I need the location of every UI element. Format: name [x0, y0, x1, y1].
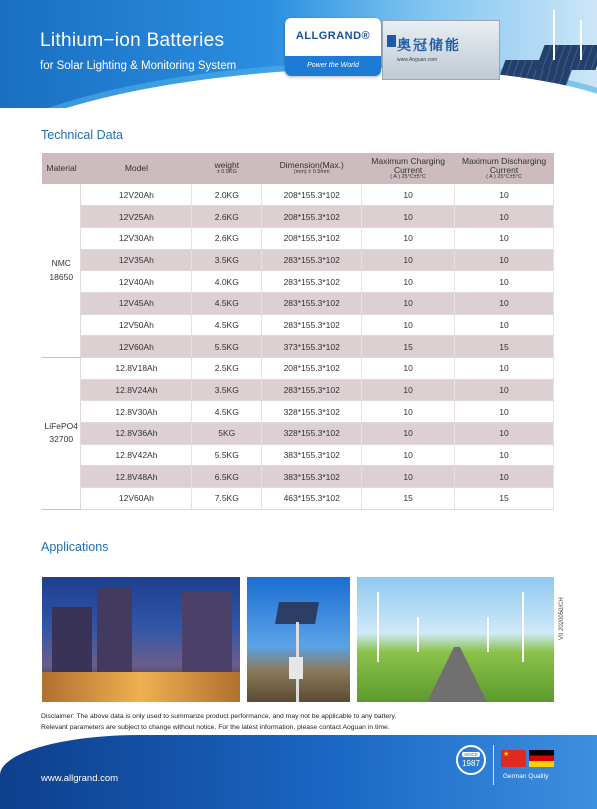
cell-charge: 10	[362, 184, 455, 206]
disclaimer-line-2: Relevant parameters are subject to change without notice. For the latest information, please contact Aoguan in time.	[41, 724, 390, 731]
cell-weight: 2.6KG	[192, 206, 262, 228]
cell-dim: 283*155.3*102	[262, 271, 362, 293]
cell-weight: 3.5KG	[192, 249, 262, 271]
cell-discharge: 10	[455, 206, 554, 228]
germany-flag-icon	[529, 750, 554, 767]
cell-weight: 4.5KG	[192, 292, 262, 314]
table-row	[42, 227, 554, 249]
applications-heading: Applications	[41, 540, 109, 554]
table-row	[42, 271, 554, 293]
cell-charge: 10	[362, 271, 455, 293]
table-header-row	[42, 153, 554, 184]
footer-divider	[493, 745, 494, 785]
solar-panel-image	[535, 45, 597, 70]
cell-weight: 2.0KG	[192, 184, 262, 206]
page-subtitle: for Solar Lighting & Monitoring System	[40, 60, 237, 72]
table-row	[42, 401, 554, 423]
cell-model: 12.8V48Ah	[81, 466, 192, 488]
cell-model: 12.8V24Ah	[81, 379, 192, 401]
cell-model: 12V60Ah	[81, 488, 192, 510]
cell-discharge: 10	[455, 292, 554, 314]
wind-turbine-image	[580, 20, 582, 60]
cell-charge: 10	[362, 423, 455, 445]
cell-model: 12.8V30Ah	[81, 401, 192, 423]
solar-road-lights-photo	[357, 577, 554, 702]
cell-model: 12V50Ah	[81, 314, 192, 336]
cell-dim: 328*155.3*102	[262, 423, 362, 445]
storage-container-image	[382, 20, 500, 80]
table-row	[42, 314, 554, 336]
cell-weight: 4.5KG	[192, 401, 262, 423]
solar-monitoring-pole-photo	[247, 577, 350, 702]
cell-discharge: 15	[455, 336, 554, 358]
cell-discharge: 10	[455, 466, 554, 488]
material-cell	[42, 358, 81, 510]
table-row	[42, 358, 554, 380]
cell-discharge: 10	[455, 249, 554, 271]
cell-model: 12V25Ah	[81, 206, 192, 228]
allgrand-logo	[285, 18, 381, 76]
cell-weight: 6.5KG	[192, 466, 262, 488]
cell-charge: 10	[362, 379, 455, 401]
cell-discharge: 10	[455, 401, 554, 423]
table-row	[42, 184, 554, 206]
cell-dim: 283*155.3*102	[262, 379, 362, 401]
table-row	[42, 249, 554, 271]
cell-dim: 283*155.3*102	[262, 314, 362, 336]
website-link[interactable]: www.allgrand.com	[41, 773, 119, 784]
cell-dim: 463*155.3*102	[262, 488, 362, 510]
col-material: Material	[42, 153, 81, 184]
table-row	[42, 423, 554, 445]
cell-discharge: 10	[455, 444, 554, 466]
cell-model: 12V20Ah	[81, 184, 192, 206]
col-discharging-current: Maximum Discharging Current ( A ) 25°C±5°C	[455, 153, 554, 184]
cell-dim: 383*155.3*102	[262, 466, 362, 488]
material-name: LiFePO4	[44, 420, 79, 431]
cell-charge: 10	[362, 292, 455, 314]
material-cell-type: 32700	[49, 434, 74, 445]
cell-dim: 208*155.3*102	[262, 227, 362, 249]
cell-discharge: 10	[455, 314, 554, 336]
material-cell-type: 18650	[49, 271, 74, 282]
aoguan-logo-icon	[387, 35, 396, 47]
cell-model: 12V30Ah	[81, 227, 192, 249]
logo-text: ALLGRAND®	[295, 30, 371, 42]
cell-model: 12.8V42Ah	[81, 444, 192, 466]
page-title: Lithium−ion Batteries	[40, 30, 225, 51]
col-weight: weight ± 0.5KG	[192, 153, 262, 184]
cell-discharge: 10	[455, 184, 554, 206]
cell-charge: 10	[362, 401, 455, 423]
container-url: www.Aoguan.com	[397, 57, 438, 63]
table-row	[42, 379, 554, 401]
cell-model: 12.8V18Ah	[81, 358, 192, 380]
col-model: Model	[81, 153, 192, 184]
cell-discharge: 10	[455, 271, 554, 293]
cell-weight: 5KG	[192, 423, 262, 445]
cell-discharge: 10	[455, 358, 554, 380]
cell-dim: 283*155.3*102	[262, 292, 362, 314]
table-row	[42, 444, 554, 466]
german-quality-label: German Quality	[503, 773, 549, 780]
cell-dim: 208*155.3*102	[262, 184, 362, 206]
china-flag-icon: ★	[501, 750, 526, 767]
cell-charge: 10	[362, 358, 455, 380]
cell-dim: 328*155.3*102	[262, 401, 362, 423]
cell-weight: 7.5KG	[192, 488, 262, 510]
table-row	[42, 336, 554, 358]
cell-dim: 283*155.3*102	[262, 249, 362, 271]
table-row	[42, 206, 554, 228]
page-footer	[0, 735, 597, 809]
material-name: NMC	[51, 257, 71, 268]
cell-discharge: 15	[455, 488, 554, 510]
cell-charge: 10	[362, 314, 455, 336]
cell-model: 12V35Ah	[81, 249, 192, 271]
cell-discharge: 10	[455, 227, 554, 249]
since-badge: SINCE 1987	[456, 745, 486, 775]
cell-discharge: 10	[455, 379, 554, 401]
container-name: 奥冠储能	[397, 37, 461, 53]
cell-charge: 15	[362, 336, 455, 358]
cell-dim: 383*155.3*102	[262, 444, 362, 466]
cell-model: 12.8V36Ah	[81, 423, 192, 445]
col-dimension: Dimension(Max.) (mm) ± 0.5mm	[262, 153, 362, 184]
wind-turbine-image	[553, 10, 555, 60]
cell-charge: 10	[362, 249, 455, 271]
cell-model: 12V60Ah	[81, 336, 192, 358]
cell-weight: 2.6KG	[192, 227, 262, 249]
technical-data-table	[42, 153, 554, 510]
material-cell	[42, 184, 81, 358]
cell-dim: 373*155.3*102	[262, 336, 362, 358]
cell-weight: 4.5KG	[192, 314, 262, 336]
cell-model: 12V45Ah	[81, 292, 192, 314]
cell-dim: 208*155.3*102	[262, 206, 362, 228]
cell-charge: 10	[362, 227, 455, 249]
page-header	[0, 0, 597, 108]
logo-tagline: Power the World	[285, 56, 381, 76]
table-row	[42, 488, 554, 510]
table-row	[42, 466, 554, 488]
document-code: VII 2020050/CH	[559, 597, 565, 640]
cell-weight: 3.5KG	[192, 379, 262, 401]
cell-charge: 10	[362, 206, 455, 228]
city-street-lights-photo	[42, 577, 240, 702]
cell-weight: 5.5KG	[192, 444, 262, 466]
disclaimer-line-1: Disclaimer: The above data is only used to summarize product performance, and may not be applicable to any battery.	[41, 713, 397, 720]
cell-charge: 10	[362, 466, 455, 488]
table-row	[42, 292, 554, 314]
cell-weight: 5.5KG	[192, 336, 262, 358]
cell-dim: 208*155.3*102	[262, 358, 362, 380]
cell-charge: 15	[362, 488, 455, 510]
cell-model: 12V40Ah	[81, 271, 192, 293]
cell-charge: 10	[362, 444, 455, 466]
cell-discharge: 10	[455, 423, 554, 445]
cell-weight: 4.0KG	[192, 271, 262, 293]
col-charging-current: Maximum Charging Current ( A ) 25°C±5°C	[362, 153, 455, 184]
cell-weight: 2.5KG	[192, 358, 262, 380]
technical-data-heading: Technical Data	[41, 128, 123, 142]
